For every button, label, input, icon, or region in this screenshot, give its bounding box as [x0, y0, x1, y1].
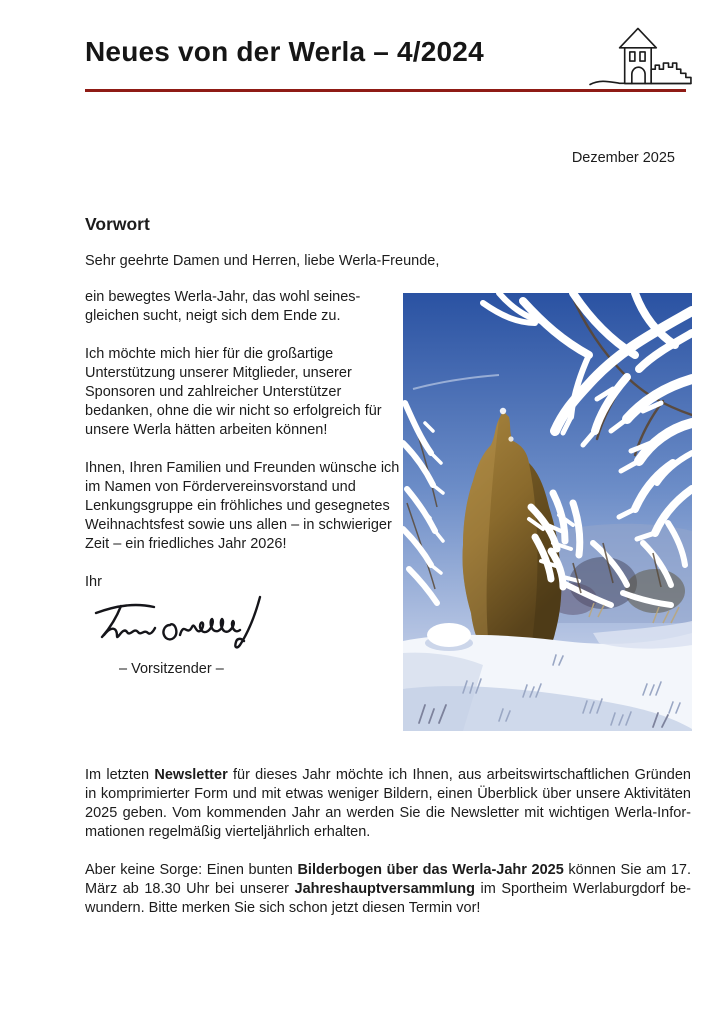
section-heading-vorwort: Vorwort [85, 214, 150, 234]
text-segment-bold: Bilderbogen über das Werla-Jahr 2025 [297, 862, 564, 878]
text-segment-bold: Jahreshauptversammlung [294, 881, 476, 897]
paragraph-newsletter [85, 766, 691, 842]
header-divider-rule [85, 89, 686, 92]
vorwort-paragraph-3: Ihnen, Ihren Familien und Freunden wünsche ich im Namen von Fördervereinsvorstand und Lenkungsgruppe ein fröhliches und gesegnetes Weihnachtsfest sowie uns allen – in schwieriger Zeit – ein friedliches Jahr 2026! [85, 460, 400, 552]
vorwort-text-column [85, 288, 401, 611]
page-title: Neues von der Werla – 4/2024 [85, 36, 484, 67]
paragraph-bilderbogen [85, 861, 691, 918]
text-segment-bold: Newsletter [154, 767, 228, 783]
winter-standing-stone-photo [403, 293, 692, 731]
date-line: Dezember 2025 [571, 150, 675, 166]
text-segment: für dieses Jahr möchte ich Ihnen, aus arbeitswirtschaftlichen Gründen in komprimierter Form und mit etwas weniger Bildern, einen Überblick über unsere Aktivitäten 2025 geben. Vom kommenden Jahr an werden Sie die Newsletter mit wichtigen Werla-Informationen regelmäßig vierteljährlich erhalten. [85, 767, 692, 840]
handwritten-signature [90, 594, 285, 658]
text-segment: Im letzten [85, 767, 155, 783]
salutation-line: Sehr geehrte Damen und Herren, liebe Werla-Freunde, [85, 253, 440, 269]
castle-ruin-icon [588, 24, 694, 90]
signature-role-line: – Vorsitzender – [119, 661, 224, 677]
vorwort-paragraph-1: ein bewegtes Werla-Jahr, das wohl seinesgleichen sucht, neigt sich dem Ende zu. [85, 289, 361, 324]
closing-paragraphs [85, 766, 691, 937]
vorwort-paragraph-2: Ich möchte mich hier für die großartige Unterstützung unserer Mitglieder, unserer Sponsoren und zahlreicher Unterstützer bedanken, ohne die wir nicht so erfolgreich für unsere Werla hätten arbeiten können! [85, 346, 382, 438]
text-segment: Aber keine Sorge: Einen bunten [85, 862, 298, 878]
closing-word: Ihr [85, 574, 102, 590]
text-segment: im Sportheim Werlaburgdorf bewundern. Bitte merken Sie sich schon jetzt diesen Termin vor! [85, 881, 691, 916]
text-segment: können Sie am 17. März ab 18.30 Uhr bei unserer [85, 862, 692, 897]
